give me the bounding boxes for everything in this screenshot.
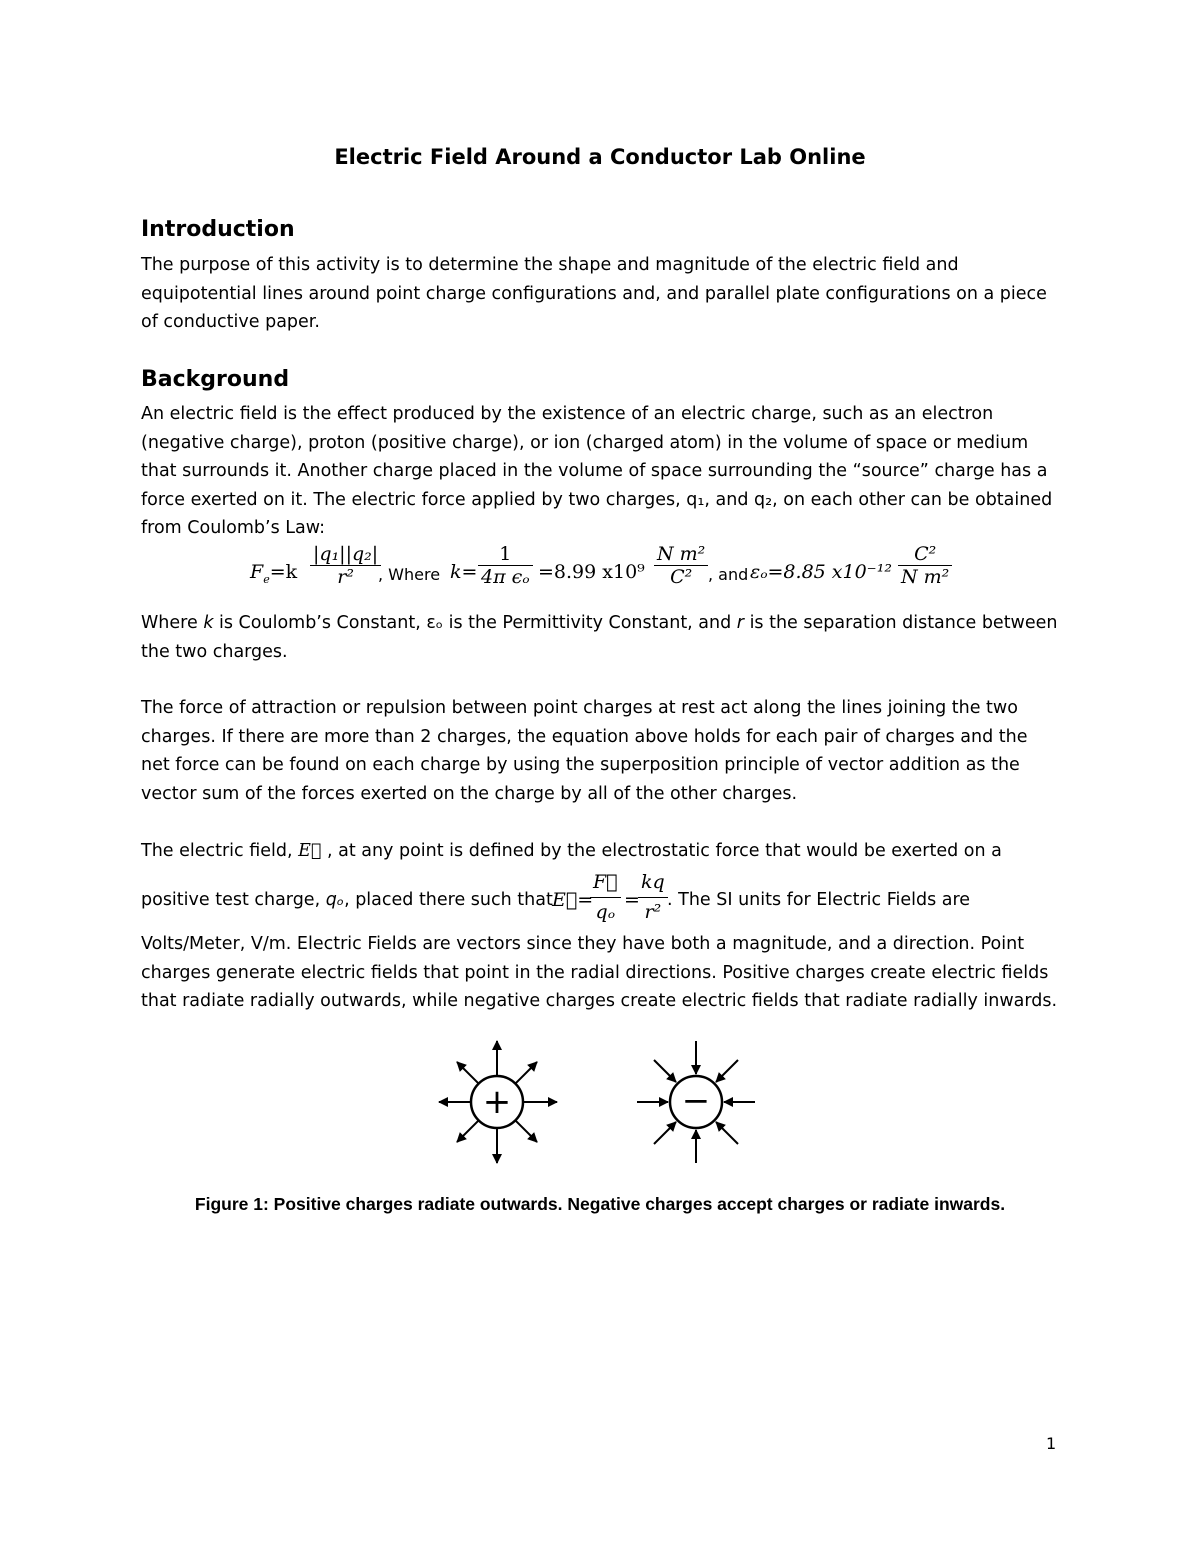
epsilon-value: εₒ=8.85 x10⁻¹² <box>750 561 892 583</box>
para2-part-c: is the separation distance between the two charges. <box>141 613 1058 662</box>
background-paragraph-5 <box>141 868 1061 932</box>
field-formula-F: F⃗ <box>590 868 621 898</box>
background-paragraph-1 <box>141 400 1061 543</box>
para4-part-a: The electric field, <box>141 841 299 861</box>
coulomb-numerator: |q₁||q₂| <box>310 543 381 566</box>
background-paragraph-6 <box>141 930 1061 1016</box>
background-text-2 <box>141 609 1061 666</box>
background-heading: Background <box>141 367 290 392</box>
introduction-paragraph: The purpose of this activity is to determine the shape and magnitude of the electric field and equipotential lines around point charge configurations and, and parallel plate configurations on a piece of conductive paper. <box>141 255 1047 332</box>
document-title: Electric Field Around a Conductor Lab Online <box>334 145 866 169</box>
background-paragraph-3 <box>141 694 1061 808</box>
field-formula-lhs: E⃗= <box>552 889 594 911</box>
epsilon-units <box>898 543 952 588</box>
k-units-denominator: C² <box>654 565 708 588</box>
para5-part-b: , placed there such that <box>344 890 553 910</box>
field-formula-fraction-1 <box>590 868 621 926</box>
para5-line <box>141 886 553 915</box>
figure-caption: Figure 1: Positive charges radiate outwards. Negative charges accept charges or radiate inwards. <box>194 1194 1006 1214</box>
page-number: 1 <box>1046 1434 1057 1453</box>
negative-charge-diagram <box>637 1041 755 1163</box>
negative-sign: − <box>681 1081 711 1121</box>
coulomb-formula <box>250 543 970 609</box>
positive-charge-diagram <box>439 1041 557 1163</box>
para5-q0: qₒ <box>325 890 345 910</box>
background-paragraph-2 <box>141 609 1061 666</box>
epsilon-units-numerator: C² <box>898 543 952 566</box>
and-text: , and <box>708 565 749 584</box>
where-text: , Where <box>378 565 441 584</box>
k-denominator: 4π ϵₒ <box>481 566 530 588</box>
field-formula-kq: kq <box>638 868 668 898</box>
field-formula-equals: = <box>624 889 640 911</box>
formula-eq-k: =k <box>269 561 298 583</box>
coulomb-denominator: r² <box>337 566 354 588</box>
epsilon-units-denominator: N m² <box>901 566 950 588</box>
background-text-4 <box>141 837 1061 866</box>
para2-r: r <box>736 613 744 633</box>
k-numerator: 1 <box>478 543 533 566</box>
formula-lhs-sub: e <box>263 572 270 586</box>
k-units-numerator: N m² <box>657 543 706 565</box>
background-text-1: An electric field is the effect produced by the existence of an electric charge, such as an electron (negative charge), proton (positive charge), or ion (charged atom) in the volume of space or medium that surrounds it. Another charge placed in the volume of space surrounding the “source” charge has a force exerted on it. The electric force applied by two charges, q₁, and q₂, on each other can be obtained from Coulomb’s Law: <box>141 404 1053 538</box>
field-formula-q0: qₒ <box>595 900 616 923</box>
para5-part-a: positive test charge, <box>141 890 326 910</box>
background-paragraph-4 <box>141 837 1061 866</box>
k-units <box>654 543 708 588</box>
field-formula-r2: r² <box>644 900 662 923</box>
formula-lhs: F <box>250 561 264 583</box>
k-fraction <box>478 543 533 588</box>
introduction-heading: Introduction <box>141 217 295 242</box>
positive-sign: + <box>482 1082 512 1122</box>
para2-part-b: is Coulomb’s Constant, εₒ is the Permittivity Constant, and <box>213 613 737 633</box>
para4-field-symbol: E⃗ <box>298 841 322 861</box>
background-text-3: The force of attraction or repulsion between point charges at rest act along the lines joining the two charges. If there are more than 2 charges, the equation above holds for each pair of charges and the net force can be found on each charge by using the superposition principle of vector addition as the vector sum of the forces exerted on the charge by all of the other charges. <box>141 698 1028 804</box>
para4-part-b: , at any point is defined by the electrostatic force that would be exerted on a <box>321 841 1002 861</box>
para2-part-a: Where <box>141 613 204 633</box>
background-text-6: Volts/Meter, V/m. Electric Fields are vectors since they have both a magnitude, and a direction. Point charges generate electric fields that point in the radial directions. Positive charges create electric fields that radiate radially outwards, while negative charges create electric fields that radiate radially inwards. <box>141 934 1058 1011</box>
para2-k: k <box>203 613 214 633</box>
coulomb-fraction <box>310 543 381 588</box>
k-value: =8.99 x10⁹ <box>538 561 645 583</box>
introduction-text <box>141 251 1061 337</box>
para5-part-c: . The SI units for Electric Fields are <box>667 890 971 910</box>
k-equals: k= <box>450 561 478 583</box>
field-formula-fraction-2 <box>638 868 668 926</box>
charge-field-figure <box>430 1035 770 1170</box>
